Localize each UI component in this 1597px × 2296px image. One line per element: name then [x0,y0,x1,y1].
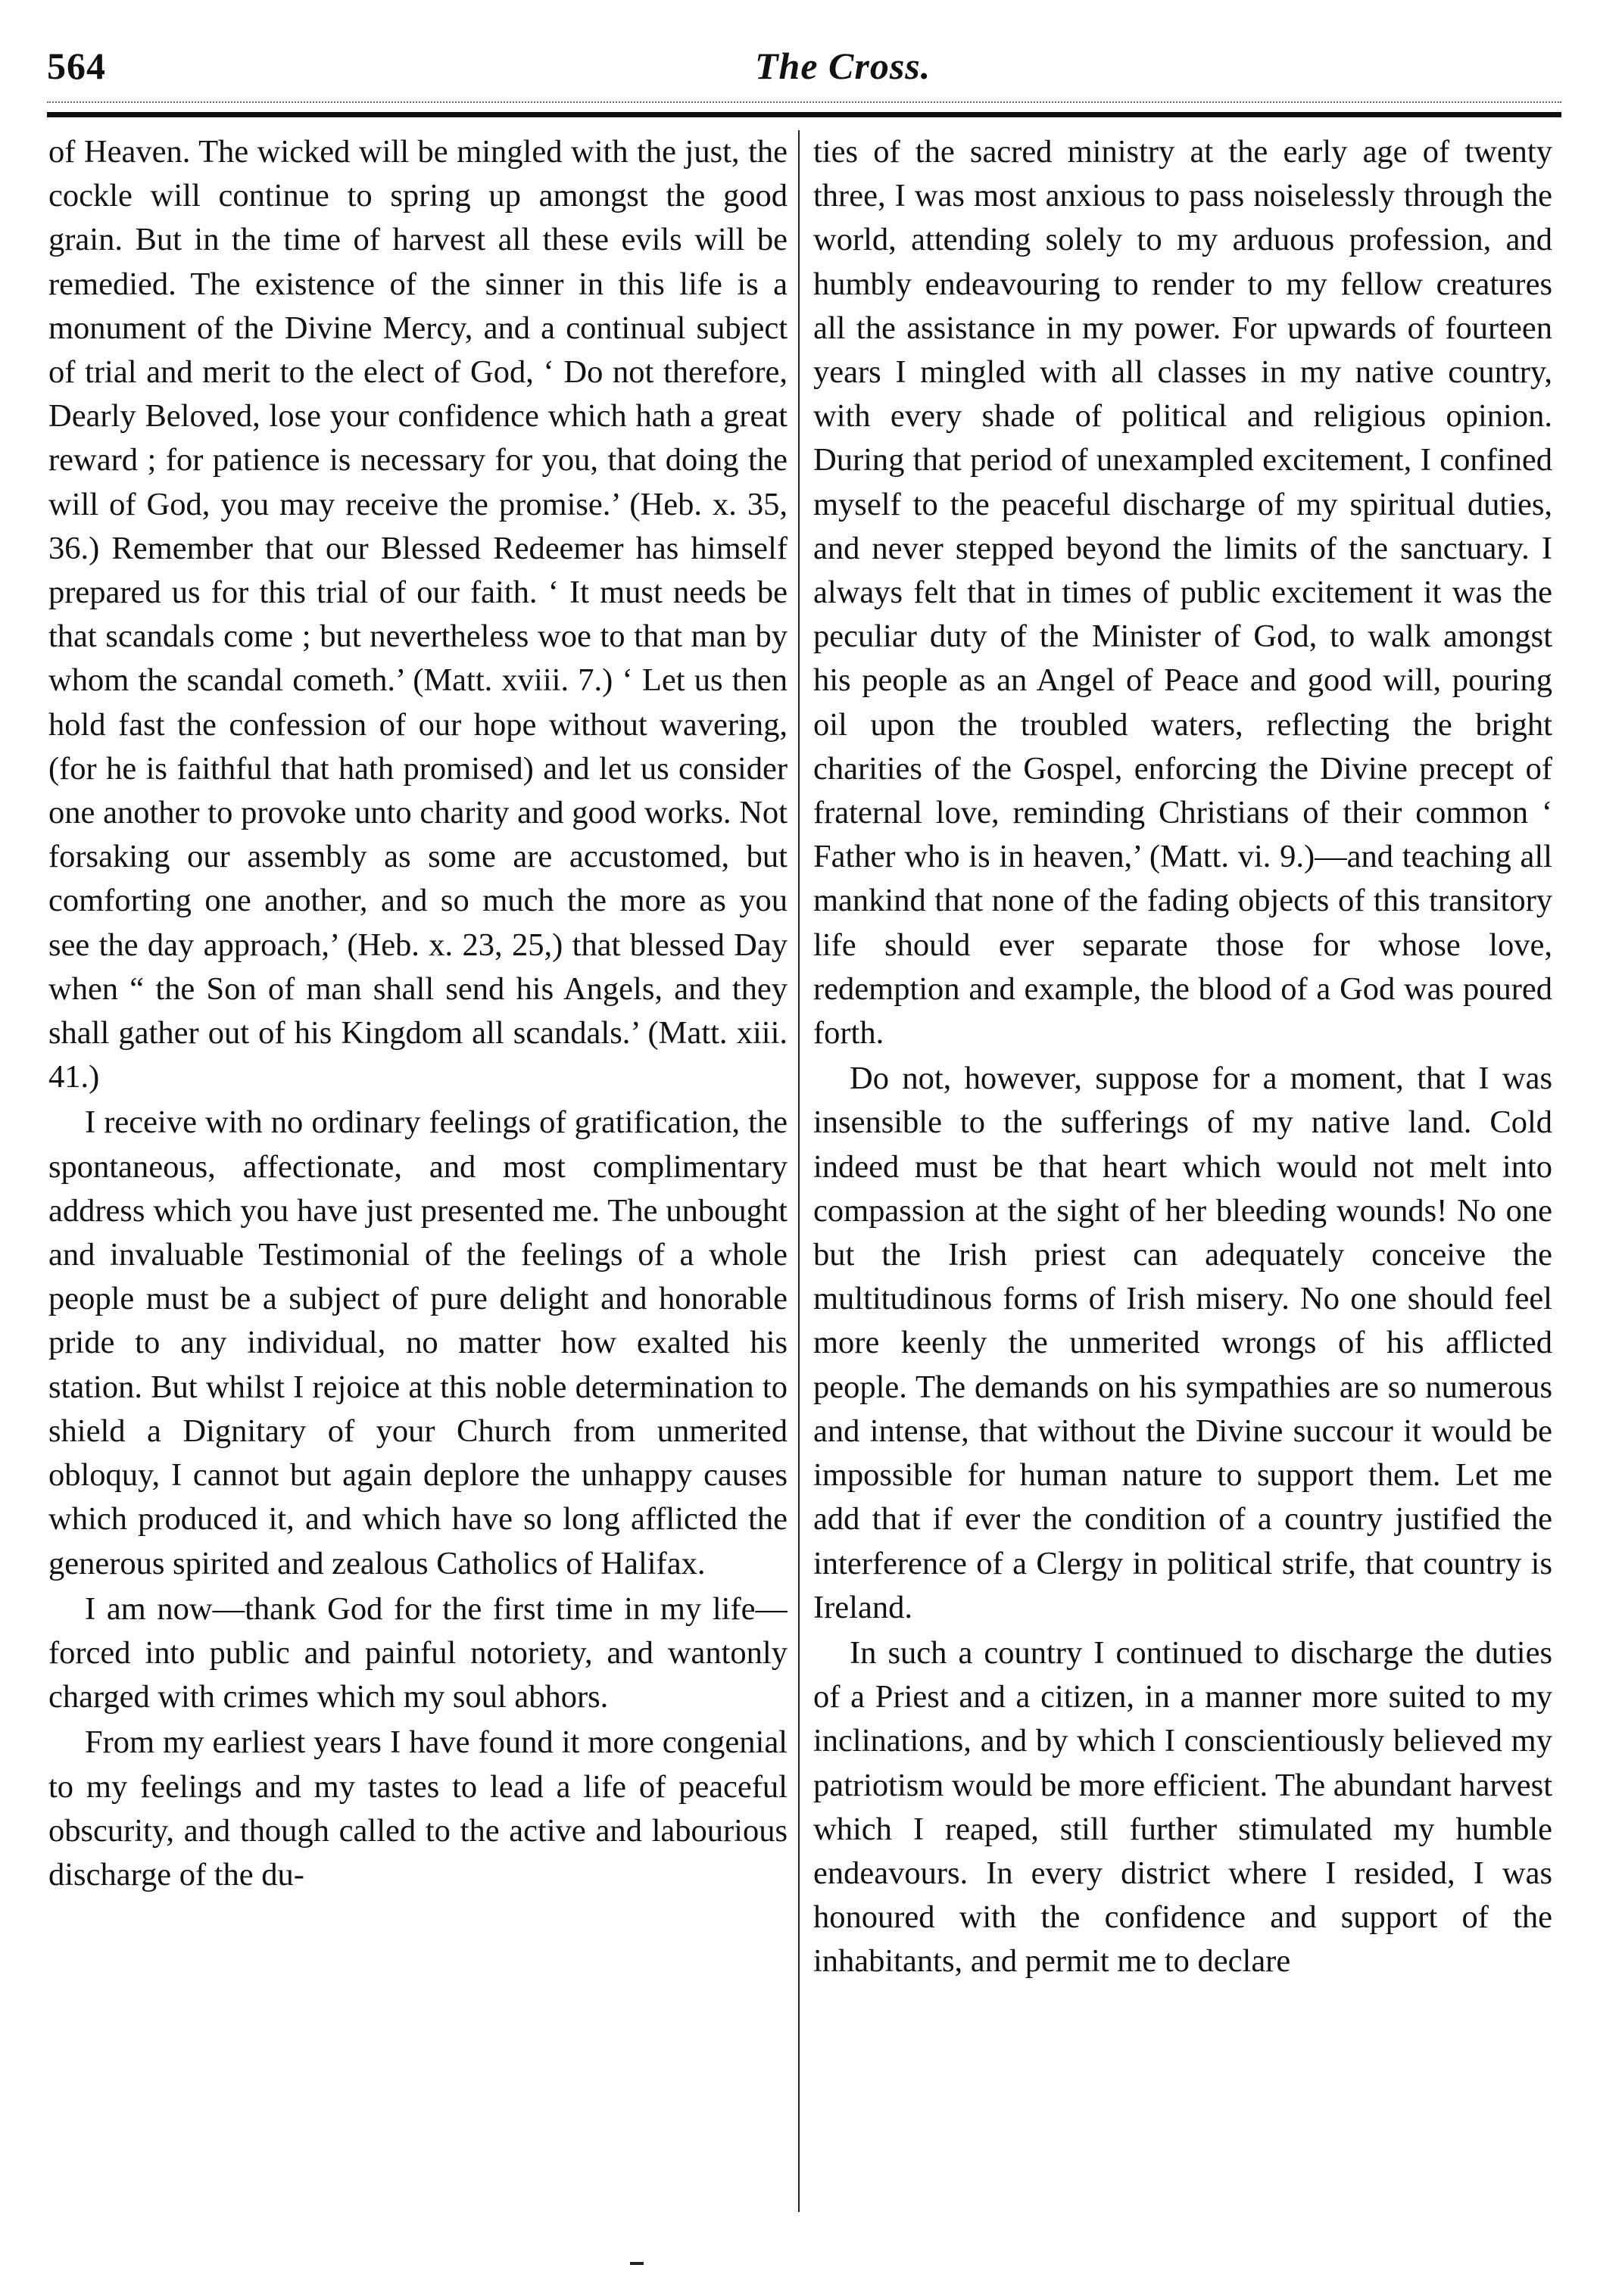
running-title: The Cross. [755,45,931,87]
right-paragraph-1: ties of the sacred ministry at the early age of twenty three, I was most anxious to pass noiselessly through the world, attending solely to my arduous profession, and humbly endeavouring to render to my fellow creatures all the assistance in my power. For upwards of fourteen years I mingled with all classes in my native country, with every shade of political and religious opinion. During that period of unexampled excitement, I confined myself to the peaceful discharge of my spiritual duties, and never stepped beyond the limits of the sanctuary. I always felt that in times of public excitement it was the peculiar duty of the Minister of God, to walk amongst his people as an Angel of Peace and good will, pouring oil upon the troubled waters, reflecting the bright charities of the Gospel, enforcing the Divine precept of fraternal love, reminding Christians of their common ‘ Father who is in heaven,’ (Matt. vi. 9.)—and teaching all mankind that none of the fading objects of this transitory life should ever separate those for whose love, redemption and example, the blood of a God was poured forth. [813,134,1552,1051]
left-paragraph-2: I receive with no ordinary feelings of gratification, the spontaneous, affectionate, and most complimentary address which you have just presented me. The unbought and invaluable Testimonial of the feelings of a whole people must be a subject of pure delight and honorable pride to any individual, no matter how exalted his station. But whilst I rejoice at this noble determination to shield a Dignitary of your Church from unmerited obloquy, I cannot but again deplore the unhappy causes which produced it, and which have so long afflicted the generous spirited and zealous Catholics of Halifax. [48,1104,788,1581]
right-column [813,130,1552,2220]
page-number: 564 [47,45,106,87]
header-rule [47,112,1561,117]
footer-mark [630,2262,644,2265]
left-column [48,130,788,2220]
column-divider [798,130,800,2212]
right-paragraph-2: Do not, however, suppose for a moment, that I was insensible to the sufferings of my native land. Cold indeed must be that heart which would not melt into compassion at the sight of her bleeding wounds! No one but the Irish priest can adequately conceive the multitudinous forms of Irish misery. No one should feel more keenly the unmerited wrongs of his afflicted people. The demands on his sympathies are so numerous and intense, that without the Divine succour it would be impossible for human nature to support them. Let me add that if ever the condition of a country justified the interference of a Clergy in political strife, that country is Ireland. [813,1061,1552,1625]
header-dotted-rule [47,101,1561,103]
left-paragraph-3: I am now—thank God for the first time in my life—forced into public and painful notoriety, and wantonly charged with crimes which my soul abhors. [48,1590,788,1715]
left-paragraph-4: From my earliest years I have found it more congenial to my feelings and my tastes to lead a life of peaceful obscurity, and though called to the active and labourious discharge of the du- [48,1724,788,1893]
right-paragraph-3: In such a country I continued to discharge the duties of a Priest and a citizen, in a manner more suited to my inclinations, and by which I conscientiously believed my patriotism would be more efficient. The abundant harvest which I reaped, still further stimulated my humble endeavours. In every district where I resided, I was honoured with the confidence and support of the inhabitants, and permit me to declare [813,1634,1552,1980]
left-paragraph-1: of Heaven. The wicked will be mingled with the just, the cockle will continue to spring up amongst the good grain. But in the time of harvest all these evils will be remedied. The existence of the sinner in this life is a monument of the Divine Mercy, and a continual subject of trial and merit to the elect of God, ‘ Do not therefore, Dearly Beloved, lose your confidence which hath a great reward ; for patience is necessary for you, that doing the will of God, you may receive the promise.’ (Heb. x. 35, 36.) Remember that our Blessed Redeemer has himself prepared us for this trial of our faith. ‘ It must needs be that scandals come ; but nevertheless woe to that man by whom the scandal cometh.’ (Matt. xviii. 7.) ‘ Let us then hold fast the confession of our hope without wavering, (for he is faithful that hath promised) and let us consider one another to provoke unto charity and good works. Not forsaking our assembly as some are accustomed, but comforting one another, and so much the more as you see the day approach,’ (Heb. x. 23, 25,) that blessed Day when “ the Son of man shall send his Angels, and they shall gather out of his Kingdom all scandals.’ (Matt. xiii. 41.) [48,134,788,1095]
